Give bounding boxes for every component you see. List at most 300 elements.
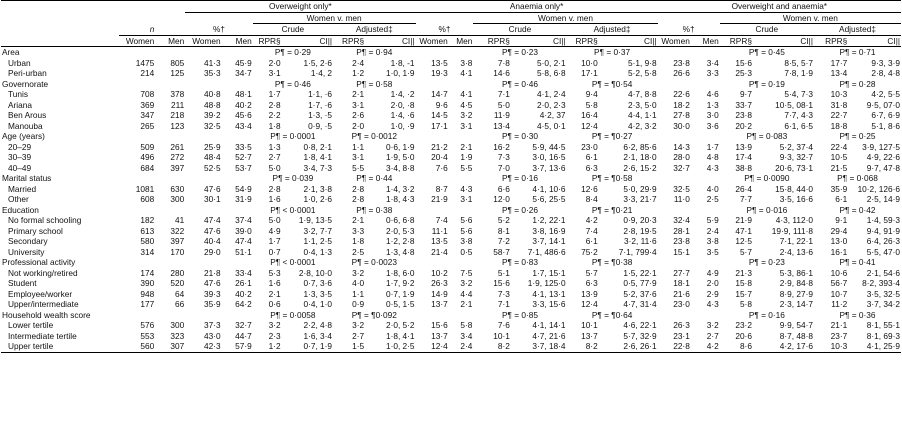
table-cell: 0·6 <box>268 299 281 309</box>
table-cell: 8·1 <box>497 225 510 236</box>
table-cell: 613 <box>140 225 155 236</box>
table-cell: 37·4 <box>235 215 252 225</box>
table-cell: 57·9 <box>222 341 253 352</box>
table-cell: 1·4, 59·3 <box>866 215 900 225</box>
table-cell: 13·4 <box>830 68 848 78</box>
table-cell: 7·7 <box>739 194 752 204</box>
table-cell: 0·5, 77·9 <box>623 278 657 288</box>
table-cell: 7·1, 22·1 <box>779 236 813 246</box>
p-value: P¶ = 0·46 <box>274 78 311 89</box>
table-cell: 19·3 <box>431 68 448 78</box>
table-cell: 18·8 <box>830 120 848 131</box>
table-cell: 3·3 <box>706 68 719 78</box>
table-cell: 4·1 <box>460 68 473 78</box>
table-cell: 15·1 <box>673 246 690 257</box>
table-row <box>1 247 901 258</box>
col-ci: CI|| <box>848 35 901 47</box>
table-cell: 0·7, 1·9 <box>282 341 333 352</box>
table-cell: 10·1 <box>581 320 598 330</box>
col-ci: CI|| <box>511 35 567 47</box>
table-cell: 0·9 <box>352 299 365 309</box>
row-label: Secondary <box>8 236 48 246</box>
table-cell: 4·2 <box>585 215 598 225</box>
table-cell: 1·9, 13·5 <box>298 215 333 225</box>
p-value: P¶ = 0·44 <box>356 173 393 183</box>
table-cell: 22·8 <box>658 341 691 352</box>
table-cell: 509 <box>140 141 155 152</box>
table-cell: 10·1 <box>493 330 510 341</box>
table-cell: 4·3 <box>460 183 473 194</box>
table-row <box>1 278 901 289</box>
table-cell: 13·7 <box>431 330 448 341</box>
table-cell: 37·3 <box>204 320 221 330</box>
table-cell: 314 <box>140 246 155 257</box>
table-cell: 3·1 <box>352 152 365 162</box>
col-rpr: RPR§ <box>720 35 753 47</box>
table-cell: 10·0 <box>581 57 598 68</box>
table-cell: 4·2, 5·5 <box>871 89 900 99</box>
p-value: P¶ = 0·41 <box>839 257 876 267</box>
table-cell: 7·8 <box>497 57 510 68</box>
results-table <box>1 0 901 353</box>
table-cell: 0·7 <box>268 246 281 257</box>
table-row <box>1 152 901 163</box>
category-row <box>1 205 901 216</box>
table-cell: 0·6, 6·8 <box>385 215 415 225</box>
table-cell: 1·1, 2·5 <box>303 236 333 246</box>
table-cell: 10·2, 126·6 <box>857 183 900 194</box>
table-cell: 19·9, 111·8 <box>771 225 813 236</box>
category-label: Education <box>2 204 39 215</box>
table-cell: 0·7, 1·9 <box>385 288 415 299</box>
table-cell: 23·0 <box>673 299 690 309</box>
table-cell: 1·0, 1·9 <box>385 68 415 78</box>
table-cell: 2·7 <box>268 152 281 162</box>
row-label: Other <box>8 194 29 204</box>
row-label: University <box>8 246 45 257</box>
table-cell: 29·0 <box>204 246 221 257</box>
table-cell: 1·7 <box>268 236 281 246</box>
table-cell: 47·4 <box>204 215 221 225</box>
table-cell: 4·5 <box>460 99 473 110</box>
group-anaemia-only: Anaemia only* <box>416 1 658 13</box>
table-cell: 25·9 <box>204 141 221 152</box>
table-cell: 14·3 <box>673 141 690 152</box>
p-value: P¶ = 0·16 <box>501 173 538 183</box>
row-label: 30–39 <box>8 152 32 162</box>
table-cell: 3·5, 16·6 <box>779 194 813 204</box>
table-cell: 47·6 <box>204 183 221 194</box>
table-cell: 323 <box>170 330 185 341</box>
p-value: P¶ = ¶0·54 <box>591 78 633 89</box>
table-cell: 13·0 <box>830 236 848 246</box>
table-cell: 47·1 <box>735 225 752 236</box>
table-row <box>1 58 901 69</box>
table-cell: 26·1 <box>235 278 252 288</box>
p-value: P¶ = 0·25 <box>839 131 876 141</box>
table-cell: 13·4 <box>493 120 510 131</box>
table-cell: 15·8 <box>735 278 752 288</box>
table-cell: 18·1 <box>673 278 690 288</box>
table-cell: 52·5 <box>204 162 221 173</box>
table-cell: 41 <box>175 215 185 225</box>
table-row <box>1 142 901 153</box>
col-men: Men <box>449 35 474 47</box>
table-cell: 4·3, 112·0 <box>775 215 813 225</box>
table-cell: 40·8 <box>204 89 221 99</box>
table-cell: 15·6 <box>735 57 752 68</box>
table-cell: 4·3 <box>706 162 719 173</box>
table-cell: 51·1 <box>235 246 252 257</box>
table-cell: 708 <box>140 89 155 99</box>
table-row <box>1 68 901 79</box>
table-cell: 4·1 <box>460 89 473 99</box>
table-cell: 4·9, 22·6 <box>866 152 900 162</box>
table-cell: 5·0 <box>497 99 510 110</box>
table-cell: 23·8 <box>673 57 690 68</box>
category-label: Household wealth score <box>2 309 91 320</box>
table-cell: 34·7 <box>235 68 252 78</box>
table-cell: 38·8 <box>735 162 752 173</box>
table-cell: 4·0 <box>706 183 719 194</box>
table-row <box>1 331 901 342</box>
table-cell: 7·8, 1·9 <box>784 68 813 78</box>
p-value: P¶ = 0·28 <box>839 78 876 89</box>
table-cell: 3·1 <box>352 99 365 110</box>
table-cell: 1·3 <box>268 141 281 152</box>
table-cell: 40·2 <box>235 99 252 110</box>
table-cell: 23·8 <box>735 110 752 120</box>
table-cell: 0·6, 1·9 <box>385 141 415 152</box>
table-cell: 9·6 <box>435 99 448 110</box>
table-cell: 39·3 <box>204 288 221 299</box>
table-cell: 2·2 <box>268 110 281 120</box>
table-cell: 13·5 <box>431 57 448 68</box>
table-cell: 21·1 <box>830 320 848 330</box>
table-cell: 47·4 <box>235 236 252 246</box>
col-women: Women <box>416 35 449 47</box>
table-cell: 21·9 <box>431 194 448 204</box>
pct-label: %† <box>658 24 720 36</box>
table-cell: 5·5, 47·0 <box>866 246 900 257</box>
col-women: Women <box>185 35 221 47</box>
row-label: Student <box>8 278 37 288</box>
table-cell: 4·1, 2·4 <box>536 89 566 99</box>
table-cell: 32·5 <box>204 120 221 131</box>
table-cell: 5·9, 44·5 <box>532 141 566 152</box>
table-cell: 4·2, 3·2 <box>628 120 657 131</box>
table-cell: 6·6 <box>497 183 510 194</box>
table-cell: 4·2, 37 <box>539 110 566 120</box>
table-cell: 5·1, 9·8 <box>628 57 657 68</box>
adjusted-label: Adjusted‡ <box>814 24 901 36</box>
table-cell: 9·3, 32·7 <box>779 152 813 162</box>
table-cell: 261 <box>170 141 185 152</box>
table-cell: 496 <box>140 152 155 162</box>
row-label: Urban <box>8 57 31 68</box>
table-cell: 2·1 <box>352 215 365 225</box>
category-row <box>1 79 901 90</box>
table-cell: 2·8, 10·0 <box>298 267 333 278</box>
p-value: P¶ = 0·42 <box>839 204 876 215</box>
table-cell: 3·5, 32·5 <box>866 288 900 299</box>
table-cell: 2·6, 26·1 <box>599 341 658 352</box>
table-cell: 397 <box>170 236 185 246</box>
adjusted-label: Adjusted‡ <box>567 24 658 36</box>
table-cell: 3·2 <box>460 278 473 288</box>
table-row <box>1 110 901 121</box>
table-cell: 7·1 <box>497 299 510 309</box>
table-cell: 2·8 <box>352 183 365 194</box>
table-cell: 2·6, 15·2 <box>623 162 657 173</box>
col-rpr: RPR§ <box>473 35 510 47</box>
p-value: P¶ = 0·19 <box>748 78 785 89</box>
table-cell: 1·0, 2·6 <box>303 194 333 204</box>
table-cell: 5·9 <box>706 215 719 225</box>
table-cell: 6·3 <box>585 278 598 288</box>
table-cell: 17·7 <box>830 57 848 68</box>
table-cell: 10·6 <box>830 267 848 278</box>
row-label: 40–49 <box>8 162 32 173</box>
table-cell: 54·9 <box>235 183 252 194</box>
table-cell: 1·8, 4·1 <box>385 330 415 341</box>
col-ci: CI|| <box>282 35 333 47</box>
table-cell: 3·8 <box>460 236 473 246</box>
table-cell: 1·7, 9·2 <box>385 278 415 288</box>
table-cell: 1·5, 2·6 <box>303 57 333 68</box>
table-cell: 4·6, 22·1 <box>623 320 657 330</box>
n-label: n <box>119 24 185 36</box>
table-cell: 28·0 <box>673 152 690 162</box>
p-value: P¶ = 0·94 <box>356 47 393 57</box>
table-cell: 182 <box>140 215 155 225</box>
table-cell: 2·0 <box>268 57 281 68</box>
table-cell: 10·3 <box>814 341 848 352</box>
col-women: Women <box>119 35 155 47</box>
table-cell: 0·5, 1·5 <box>385 299 415 309</box>
table-cell: 5·0 <box>268 215 281 225</box>
table-body <box>1 47 901 353</box>
table-cell: 630 <box>170 183 185 194</box>
table-cell: 15·6 <box>493 278 510 288</box>
table-cell: 9·7, 47·8 <box>866 162 900 173</box>
row-label: Upper tertile <box>1 341 119 352</box>
table-cell: 3·2 <box>352 267 365 278</box>
table-cell: 5·2, 37·4 <box>779 141 813 152</box>
table-cell: 0·5 <box>460 246 473 257</box>
table-cell: 2·8 <box>268 99 281 110</box>
table-cell: 7·1, 799·4 <box>618 246 657 257</box>
table-row <box>1 236 901 247</box>
table-row <box>1 289 901 300</box>
table-cell: 8·5, 5·7 <box>784 57 813 68</box>
category-row <box>1 173 901 184</box>
table-cell: 3·2 <box>352 320 365 330</box>
p-value: P¶ = 0·068 <box>837 173 878 183</box>
table-cell: 1·2, 2·8 <box>385 236 415 246</box>
table-cell: 33·4 <box>235 267 252 278</box>
table-cell: 265 <box>140 120 155 131</box>
table-cell: 5·6, 25·5 <box>532 194 566 204</box>
table-cell: 7·2 <box>497 236 510 246</box>
table-cell: 8·9, 27·9 <box>779 288 813 299</box>
table-cell: 8·2 <box>567 341 599 352</box>
group-overweight-and-anaemia: Overweight and anaemia* <box>658 1 901 13</box>
col-rpr: RPR§ <box>333 35 365 47</box>
table-cell: 2·1 <box>460 299 473 309</box>
p-value: P¶ = 0·71 <box>839 47 876 57</box>
table-row <box>1 100 901 111</box>
table-cell: 31·9 <box>235 194 252 204</box>
col-men: Men <box>222 35 253 47</box>
col-rpr: RPR§ <box>814 35 848 47</box>
table-cell: 1·5, 22·1 <box>623 267 657 278</box>
table-cell: 6·2, 85·6 <box>623 141 657 152</box>
p-value: P¶ = ¶0·64 <box>591 309 633 320</box>
table-cell: 2·1, 18·0 <box>623 152 657 162</box>
row-label: Upper/intermediate <box>8 299 79 309</box>
table-cell: 1·6 <box>268 278 281 288</box>
table-cell: 0·9, 20·3 <box>623 215 657 225</box>
table-cell: 5·7 <box>739 246 752 257</box>
crude-label: Crude <box>473 24 566 36</box>
table-cell: 16·1 <box>830 246 848 257</box>
table-cell: 1·4, 3·2 <box>385 183 415 194</box>
col-rpr: RPR§ <box>253 35 282 47</box>
table-cell: 8·7 <box>435 183 448 194</box>
table-cell: 26·3 <box>673 320 690 330</box>
table-cell: 1·7, 15·1 <box>532 267 566 278</box>
table-cell: 1·8 <box>268 120 281 131</box>
p-value: P¶ = 0·0090 <box>744 173 790 183</box>
table-cell: 2·7 <box>706 330 719 341</box>
table-cell: 12·6 <box>581 183 598 194</box>
row-label: Manouba <box>8 120 43 131</box>
row-label: Ariana <box>8 99 32 110</box>
table-cell: 13·7 <box>431 299 448 309</box>
table-row <box>1 268 901 279</box>
table-cell: 218 <box>170 110 185 120</box>
p-value: P¶ < 0·0001 <box>270 204 316 215</box>
table-cell: 0·7, 3·6 <box>303 278 333 288</box>
table-cell: 4·0 <box>352 278 365 288</box>
table-cell: 3·8, 16·9 <box>532 225 566 236</box>
table-cell: 35·3 <box>204 68 221 78</box>
table-cell: 12·5 <box>735 236 752 246</box>
table-cell: 5·4, 7·3 <box>784 89 813 99</box>
p-value: P¶ = 0·26 <box>501 204 538 215</box>
table-cell: 2·1 <box>460 141 473 152</box>
table-cell: 1·8 <box>352 236 365 246</box>
table-cell: 3·2 <box>268 320 281 330</box>
women-v-men-label: Women v. men <box>253 12 416 24</box>
table-cell: 170 <box>170 246 185 257</box>
table-cell: 17·1 <box>581 68 598 78</box>
col-women: Women <box>658 35 691 47</box>
category-row <box>1 47 901 58</box>
women-v-men-label: Women v. men <box>473 12 657 24</box>
table-cell: 125 <box>170 68 185 78</box>
category-label: Professional activity <box>2 257 76 267</box>
col-ci: CI|| <box>599 35 658 47</box>
row-label: No formal schooling <box>8 215 82 225</box>
table-cell: 553 <box>140 330 155 341</box>
row-label: Employee/worker <box>8 288 73 299</box>
table-cell: 3·1 <box>460 120 473 131</box>
category-label: Marital status <box>2 173 52 183</box>
table-cell: 7·3 <box>497 152 510 162</box>
table-cell: 30·0 <box>673 120 690 131</box>
table-cell: 3·7, 13·6 <box>532 162 566 173</box>
table-cell: 3·7, 34·2 <box>866 299 900 309</box>
table-cell: 0·8, 2·1 <box>303 141 333 152</box>
table-cell: 4·8 <box>706 152 719 162</box>
table-cell: 22·4 <box>830 141 848 152</box>
table-cell: 39·0 <box>235 225 252 236</box>
table-cell: 1·3, 4·8 <box>385 246 415 257</box>
table-cell: 4·1, 10·6 <box>532 183 566 194</box>
table-cell: 3·1 <box>268 68 281 78</box>
table-cell: 1475 <box>135 57 155 68</box>
table-cell: 8·4 <box>585 194 598 204</box>
table-cell: 20·6, 73·1 <box>775 162 813 173</box>
table-cell: 214 <box>140 68 155 78</box>
table-cell: 1·2 <box>253 341 282 352</box>
table-cell: 11·0 <box>673 194 690 204</box>
table-cell: 3·8 <box>460 57 473 68</box>
table-cell: 948 <box>140 288 155 299</box>
category-label: Governorate <box>2 78 49 89</box>
table-cell: 2·1, 3·8 <box>303 183 333 194</box>
table-cell: 9·4 <box>585 89 598 99</box>
table-cell: 6·1, 6·5 <box>784 120 813 131</box>
table-cell: 2·1 <box>352 89 365 99</box>
table-cell: 3·4, 7·3 <box>303 162 333 173</box>
table-cell: 2·3 <box>268 330 281 341</box>
table-cell: 2·0, 5·3 <box>385 225 415 236</box>
table-cell: 5·7 <box>585 267 598 278</box>
table-cell: 23·8 <box>673 236 690 246</box>
table-cell: 5·2 <box>497 215 510 225</box>
table-cell: 3·7, 18·4 <box>511 341 567 352</box>
table-cell: 4·1, 14·1 <box>532 320 566 330</box>
table-cell: 5·5 <box>460 162 473 173</box>
table-cell: 2·0, 2·3 <box>536 99 566 110</box>
table-cell: 4·6 <box>706 89 719 99</box>
table-cell: 18·2 <box>673 99 690 110</box>
p-value: P¶ = 0·0023 <box>351 257 397 267</box>
table-cell: 26·4 <box>735 183 752 194</box>
table-row <box>1 184 901 195</box>
table-cell: 2·7 <box>352 330 365 341</box>
table-cell: 3·1 <box>460 194 473 204</box>
table-cell: 21·9 <box>735 215 752 225</box>
table-cell: 20·4 <box>431 152 448 162</box>
row-label: Lower tertile <box>8 320 54 330</box>
table-cell: 9·4, 91·9 <box>866 225 900 236</box>
table-cell: 12·4 <box>416 341 449 352</box>
table-cell: 3·5 <box>706 246 719 257</box>
table-cell: 1081 <box>135 183 155 194</box>
table-cell: 11·2 <box>831 299 848 309</box>
row-label: Not working/retired <box>8 267 78 278</box>
table-cell: 4·2, 17·6 <box>753 341 814 352</box>
table-cell: 15·7 <box>735 288 752 299</box>
table-cell: 3·3, 21·7 <box>623 194 657 204</box>
table-cell: 1·8, -1 <box>390 57 415 68</box>
table-cell: 26·3 <box>431 278 448 288</box>
table-row <box>1 299 901 310</box>
